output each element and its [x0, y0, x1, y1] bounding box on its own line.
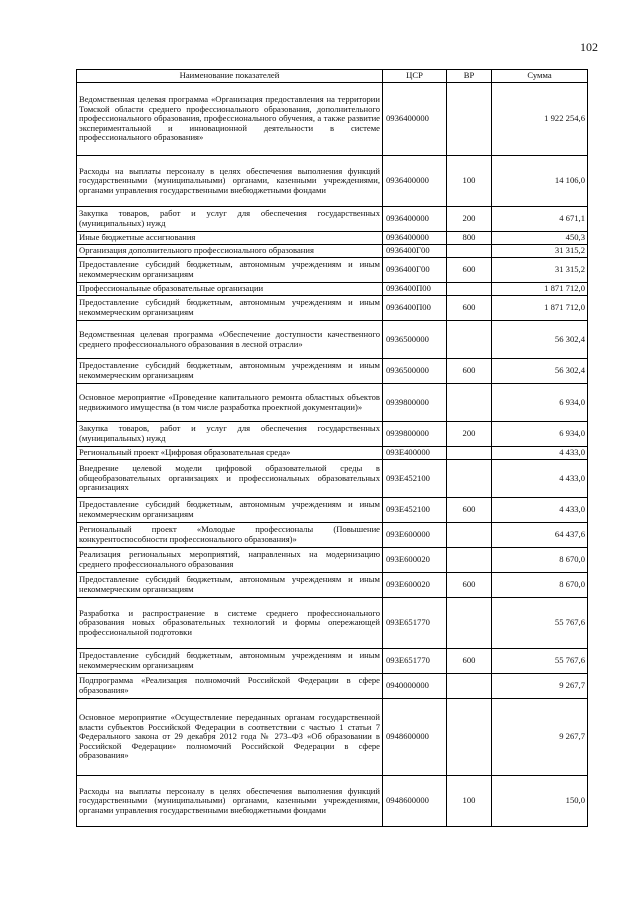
row-sum-cell: 31 315,2: [492, 258, 588, 283]
row-name-cell: Предоставление субсидий бюджетным, автономным учреждениям и иным некоммерческим организациям: [77, 258, 383, 283]
row-vr-cell: 200: [447, 422, 492, 447]
header-sum: Сумма: [492, 70, 588, 83]
row-name-cell: Основное мероприятие «Проведение капитального ремонта областных объектов недвижимого имущества (в том числе разработка проектной документации)»: [77, 384, 383, 422]
row-name-cell: Предоставление субсидий бюджетным, автономным учреждениям и иным некоммерческим организациям: [77, 359, 383, 384]
row-name-cell: Региональный проект «Цифровая образовательная среда»: [77, 447, 383, 460]
row-vr-cell: 600: [447, 498, 492, 523]
table-row: [77, 598, 588, 649]
row-csr-cell: 0936400П00: [383, 283, 447, 296]
row-name-cell: Расходы на выплаты персоналу в целях обеспечения выполнения функций государственными (муниципальными) органами, казенными учреждениями, органами управления государственными внебюджетными фондами: [77, 776, 383, 827]
row-vr-cell: [447, 283, 492, 296]
row-sum-cell: 1 871 712,0: [492, 296, 588, 321]
table-row: [77, 447, 588, 460]
table-body: [77, 83, 588, 827]
row-vr-cell: [447, 245, 492, 258]
header-name: Наименование показателей: [77, 70, 383, 83]
row-sum-cell: 31 315,2: [492, 245, 588, 258]
row-sum-cell: 6 934,0: [492, 384, 588, 422]
row-vr-cell: [447, 321, 492, 359]
row-csr-cell: 093E600000: [383, 523, 447, 548]
row-vr-cell: [447, 83, 492, 156]
row-csr-cell: 093E452100: [383, 460, 447, 498]
table-row: [77, 548, 588, 573]
row-vr-cell: 600: [447, 359, 492, 384]
row-name-cell: Предоставление субсидий бюджетным, автономным учреждениям и иным некоммерческим организациям: [77, 573, 383, 598]
row-name-cell: Основное мероприятие «Осуществление переданных органам государственной власти субъектов Российской Федерации в соответствии с частью 1 статьи 7 Федерального закона от 29 декабря 2012 года № 273–ФЗ «Об образовании в Российской Федерации» полномочий Российской Федерации в сфере образования»: [77, 699, 383, 776]
row-name-cell: Иные бюджетные ассигнования: [77, 232, 383, 245]
row-name-cell: Ведомственная целевая программа «Организация предоставления на территории Томской области среднего профессионального образования, дополнительного профессионального образования, профессионального обучения, а также развитие экспериментальной и инновационной деятельности в системе профессионального образования»: [77, 83, 383, 156]
row-vr-cell: 600: [447, 296, 492, 321]
row-csr-cell: 0939800000: [383, 422, 447, 447]
table-row: [77, 283, 588, 296]
table-row: [77, 699, 588, 776]
row-csr-cell: 0936400000: [383, 232, 447, 245]
row-name-cell: Предоставление субсидий бюджетным, автономным учреждениям и иным некоммерческим организациям: [77, 498, 383, 523]
row-sum-cell: 56 302,4: [492, 321, 588, 359]
row-csr-cell: 0936400000: [383, 156, 447, 207]
row-csr-cell: 0936400000: [383, 207, 447, 232]
row-vr-cell: 200: [447, 207, 492, 232]
row-csr-cell: 093E600020: [383, 573, 447, 598]
row-vr-cell: 100: [447, 156, 492, 207]
row-csr-cell: 0936400П00: [383, 296, 447, 321]
row-vr-cell: [447, 674, 492, 699]
row-name-cell: Внедрение целевой модели цифровой образовательной среды в общеобразовательных организациях и профессиональных образовательных организациях: [77, 460, 383, 498]
row-name-cell: Закупка товаров, работ и услуг для обеспечения государственных (муниципальных) нужд: [77, 422, 383, 447]
table-row: [77, 422, 588, 447]
row-sum-cell: 55 767,6: [492, 598, 588, 649]
row-name-cell: Ведомственная целевая программа «Обеспечение доступности качественного среднего профессионального образования в лесной отрасли»: [77, 321, 383, 359]
row-vr-cell: [447, 598, 492, 649]
row-csr-cell: 093E651770: [383, 598, 447, 649]
row-csr-cell: 0936400000: [383, 83, 447, 156]
budget-table: [76, 69, 588, 827]
row-vr-cell: [447, 548, 492, 573]
table-row: [77, 245, 588, 258]
row-sum-cell: 1 922 254,6: [492, 83, 588, 156]
row-vr-cell: [447, 460, 492, 498]
row-csr-cell: 093E600020: [383, 548, 447, 573]
table-row: [77, 776, 588, 827]
row-name-cell: Предоставление субсидий бюджетным, автономным учреждениям и иным некоммерческим организациям: [77, 649, 383, 674]
row-csr-cell: 093E400000: [383, 447, 447, 460]
row-sum-cell: 9 267,7: [492, 699, 588, 776]
header-vr: ВР: [447, 70, 492, 83]
row-sum-cell: 55 767,6: [492, 649, 588, 674]
row-sum-cell: 56 302,4: [492, 359, 588, 384]
row-csr-cell: 0936400Г00: [383, 245, 447, 258]
row-name-cell: Профессиональные образовательные организации: [77, 283, 383, 296]
row-sum-cell: 1 871 712,0: [492, 283, 588, 296]
table-row: [77, 296, 588, 321]
row-csr-cell: 0936500000: [383, 321, 447, 359]
table-row: [77, 207, 588, 232]
row-sum-cell: 4 433,0: [492, 498, 588, 523]
row-csr-cell: 0939800000: [383, 384, 447, 422]
row-vr-cell: 600: [447, 258, 492, 283]
row-sum-cell: 64 437,6: [492, 523, 588, 548]
row-sum-cell: 150,0: [492, 776, 588, 827]
row-name-cell: Региональный проект «Молодые профессионалы (Повышение конкурентоспособности профессионального образования)»: [77, 523, 383, 548]
row-csr-cell: 0948600000: [383, 699, 447, 776]
row-sum-cell: 450,3: [492, 232, 588, 245]
row-sum-cell: 9 267,7: [492, 674, 588, 699]
row-name-cell: Подпрограмма «Реализация полномочий Российской Федерации в сфере образования»: [77, 674, 383, 699]
row-name-cell: Предоставление субсидий бюджетным, автономным учреждениям и иным некоммерческим организациям: [77, 296, 383, 321]
table-row: [77, 359, 588, 384]
row-vr-cell: [447, 699, 492, 776]
row-vr-cell: 600: [447, 573, 492, 598]
row-vr-cell: 800: [447, 232, 492, 245]
row-vr-cell: [447, 447, 492, 460]
row-sum-cell: 6 934,0: [492, 422, 588, 447]
table-row: [77, 384, 588, 422]
row-name-cell: Реализация региональных мероприятий, направленных на модернизацию среднего профессионального образования: [77, 548, 383, 573]
row-csr-cell: 093E651770: [383, 649, 447, 674]
row-csr-cell: 0936400Г00: [383, 258, 447, 283]
table-row: [77, 573, 588, 598]
row-vr-cell: 100: [447, 776, 492, 827]
row-vr-cell: [447, 384, 492, 422]
table-row: [77, 232, 588, 245]
table-row: [77, 258, 588, 283]
row-csr-cell: 0936500000: [383, 359, 447, 384]
table-row: [77, 523, 588, 548]
row-name-cell: Разработка и распространение в системе среднего профессионального образования новых образовательных технологий и формы опережающей профессиональной подготовки: [77, 598, 383, 649]
table-row: [77, 498, 588, 523]
row-sum-cell: 8 670,0: [492, 548, 588, 573]
row-vr-cell: [447, 523, 492, 548]
table-row: [77, 674, 588, 699]
page-number: 102: [580, 40, 598, 54]
row-sum-cell: 4 433,0: [492, 460, 588, 498]
table-row: [77, 321, 588, 359]
row-sum-cell: 14 106,0: [492, 156, 588, 207]
header-csr: ЦСР: [383, 70, 447, 83]
table-row: [77, 83, 588, 156]
row-name-cell: Организация дополнительного профессионального образования: [77, 245, 383, 258]
table-row: [77, 156, 588, 207]
row-name-cell: Закупка товаров, работ и услуг для обеспечения государственных (муниципальных) нужд: [77, 207, 383, 232]
row-csr-cell: 0948600000: [383, 776, 447, 827]
row-sum-cell: 4 671,1: [492, 207, 588, 232]
row-sum-cell: 8 670,0: [492, 573, 588, 598]
table-row: [77, 649, 588, 674]
row-vr-cell: 600: [447, 649, 492, 674]
row-csr-cell: 0940000000: [383, 674, 447, 699]
row-sum-cell: 4 433,0: [492, 447, 588, 460]
table-header-row: [77, 70, 588, 83]
row-csr-cell: 093E452100: [383, 498, 447, 523]
table-row: [77, 460, 588, 498]
row-name-cell: Расходы на выплаты персоналу в целях обеспечения выполнения функций государственными (муниципальными) органами, казенными учреждениями, органами управления государственными внебюджетными фондами: [77, 156, 383, 207]
